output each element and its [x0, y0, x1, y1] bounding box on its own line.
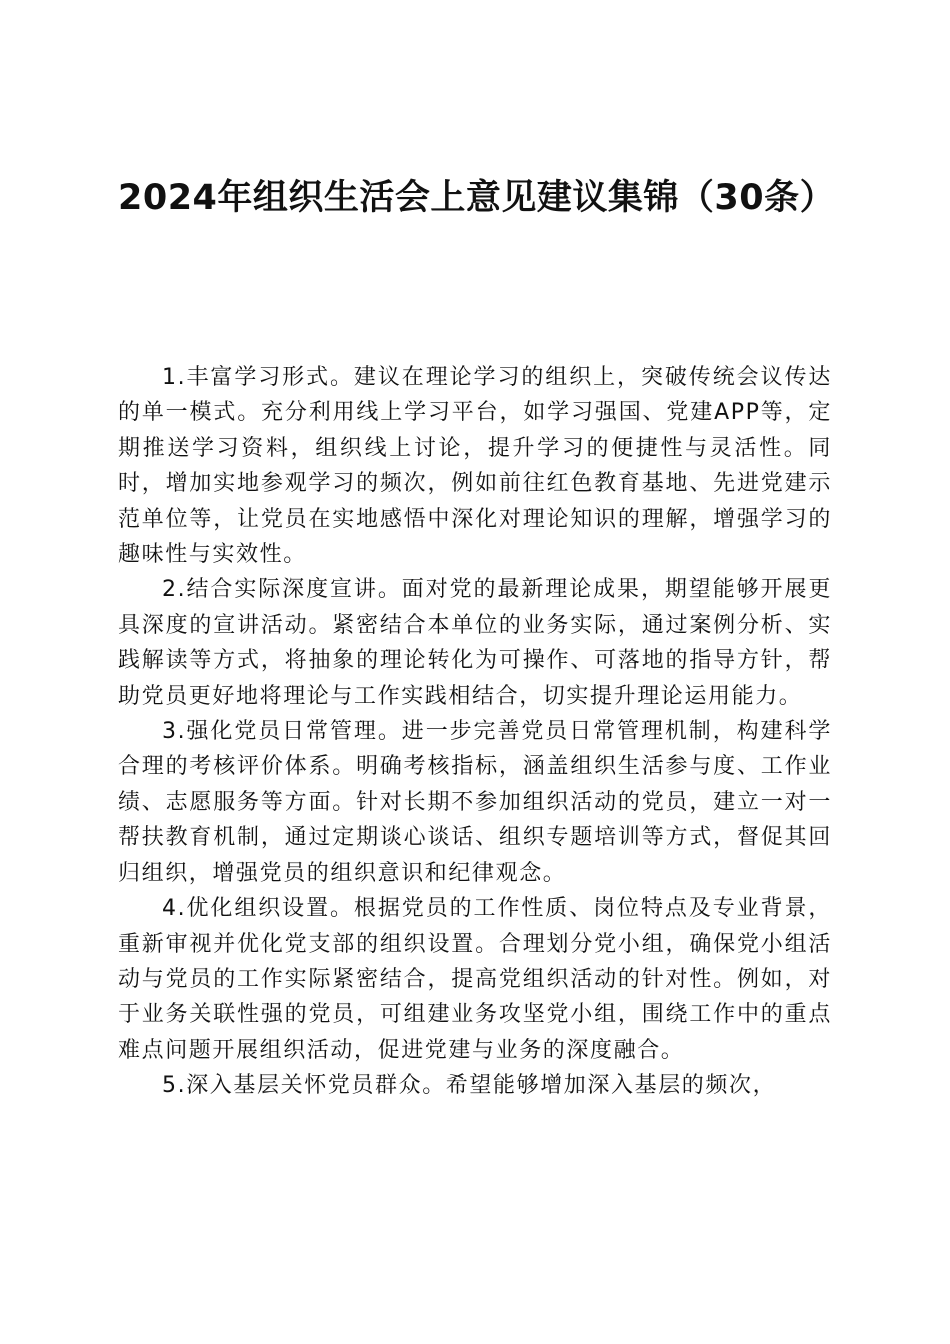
paragraph-2: 2.结合实际深度宣讲。面对党的最新理论成果，期望能够开展更具深度的宣讲活动。紧密结合本单位的业务实际，通过案例分析、实践解读等方式，将抽象的理论转化为可操作、可落地的指导方针，帮助党员更好地将理论与工作实践相结合，切实提升理论运用能力。 — [118, 577, 832, 709]
paragraph-5: 5.深入基层关怀党员群众。希望能够增加深入基层的频次， — [162, 1073, 777, 1099]
paragraph-3: 3.强化党员日常管理。进一步完善党员日常管理机制，构建科学合理的考核评价体系。明确考核指标，涵盖组织生活参与度、工作业绩、志愿服务等方面。针对长期不参加组织活动的党员，建立一对一帮扶教育机制，通过定期谈心谈话、组织专题培训等方式，督促其回归组织，增强党员的组织意识和纪律观念。 — [118, 719, 832, 886]
paragraph-4: 4.优化组织设置。根据党员的工作性质、岗位特点及专业背景，重新审视并优化党支部的组织设置。合理划分党小组，确保党小组活动与党员的工作实际紧密结合，提高党组织活动的针对性。例如，对于业务关联性强的党员，可组建业务攻坚党小组，围绕工作中的重点难点问题开展组织活动，促进党建与业务的深度融合。 — [118, 896, 832, 1063]
paragraph-1: 1.丰富学习形式。建议在理论学习的组织上，突破传统会议传达的单一模式。充分利用线上学习平台，如学习强国、党建APP等，定期推送学习资料，组织线上讨论，提升学习的便捷性与灵活性。同时，增加实地参观学习的频次，例如前往红色教育基地、先进党建示范单位等，让党员在实地感悟中深化对理论知识的理解，增强学习的趣味性与实效性。 — [118, 365, 832, 568]
document-body — [118, 360, 832, 1104]
document-title: 2024年组织生活会上意见建议集锦（30条） — [118, 178, 836, 218]
